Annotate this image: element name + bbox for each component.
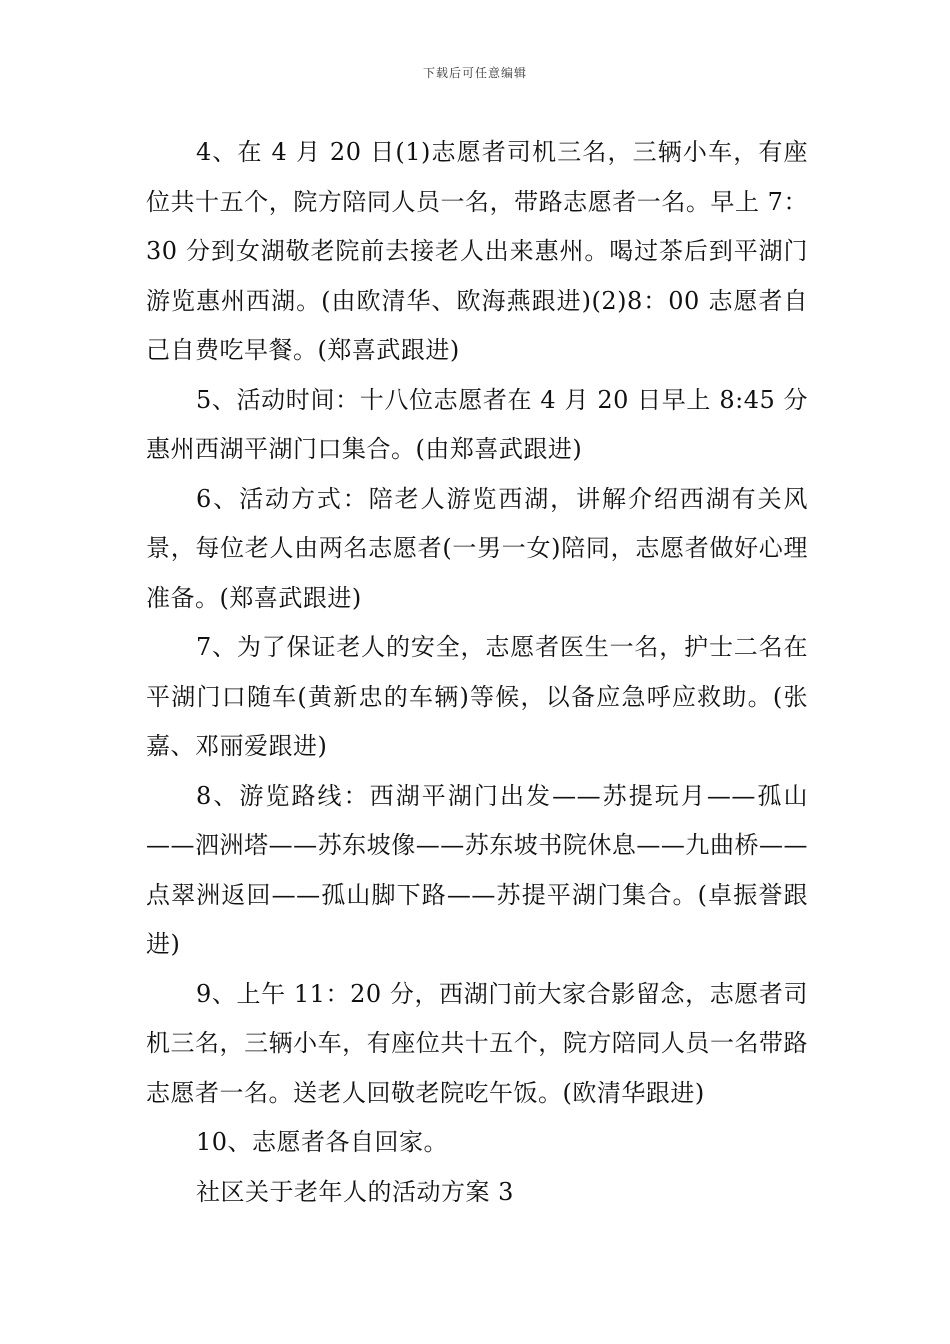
paragraph-item-9: 9、上午 11：20 分，西湖门前大家合影留念，志愿者司机三名，三辆小车，有座位共十五个，院方陪同人员一名带路志愿者一名。送老人回敬老院吃午饭。(欧清华跟进) — [146, 979, 808, 1107]
document-body — [146, 128, 808, 1217]
paragraph-item-7: 7、为了保证老人的安全，志愿者医生一名，护士二名在平湖门口随车(黄新忠的车辆)等候，以备应急呼应救助。(张嘉、邓丽爱跟进) — [146, 633, 808, 760]
paragraph-item-4: 4、在 4 月 20 日(1)志愿者司机三名，三辆小车，有座位共十五个，院方陪同人员一名，带路志愿者一名。早上 7：30 分到女湖敬老院前去接老人出来惠州。喝过茶后到平湖门游览惠州西湖。(由欧清华、欧海燕跟进)(2)8：00 志愿者自己自费吃早餐。(郑喜武跟进) — [146, 138, 808, 364]
section-heading: 社区关于老年人的活动方案 3 — [196, 1177, 514, 1206]
page-header: 下载后可任意编辑 — [422, 66, 527, 80]
paragraph-item-10: 10、志愿者各自回家。 — [196, 1128, 449, 1156]
paragraph-item-6: 6、活动方式：陪老人游览西湖，讲解介绍西湖有关风景，每位老人由两名志愿者(一男一女)陪同，志愿者做好心理准备。(郑喜武跟进) — [146, 484, 808, 612]
paragraph-item-8: 8、游览路线：西湖平湖门出发——苏提玩月——孤山——泗洲塔——苏东坡像——苏东坡书院休息——九曲桥——点翠洲返回——孤山脚下路——苏提平湖门集合。(卓振誉跟进) — [146, 781, 808, 958]
paragraph-item-5: 5、活动时间：十八位志愿者在 4 月 20 日早上 8:45 分惠州西湖平湖门口集合。(由郑喜武跟进) — [146, 385, 808, 463]
